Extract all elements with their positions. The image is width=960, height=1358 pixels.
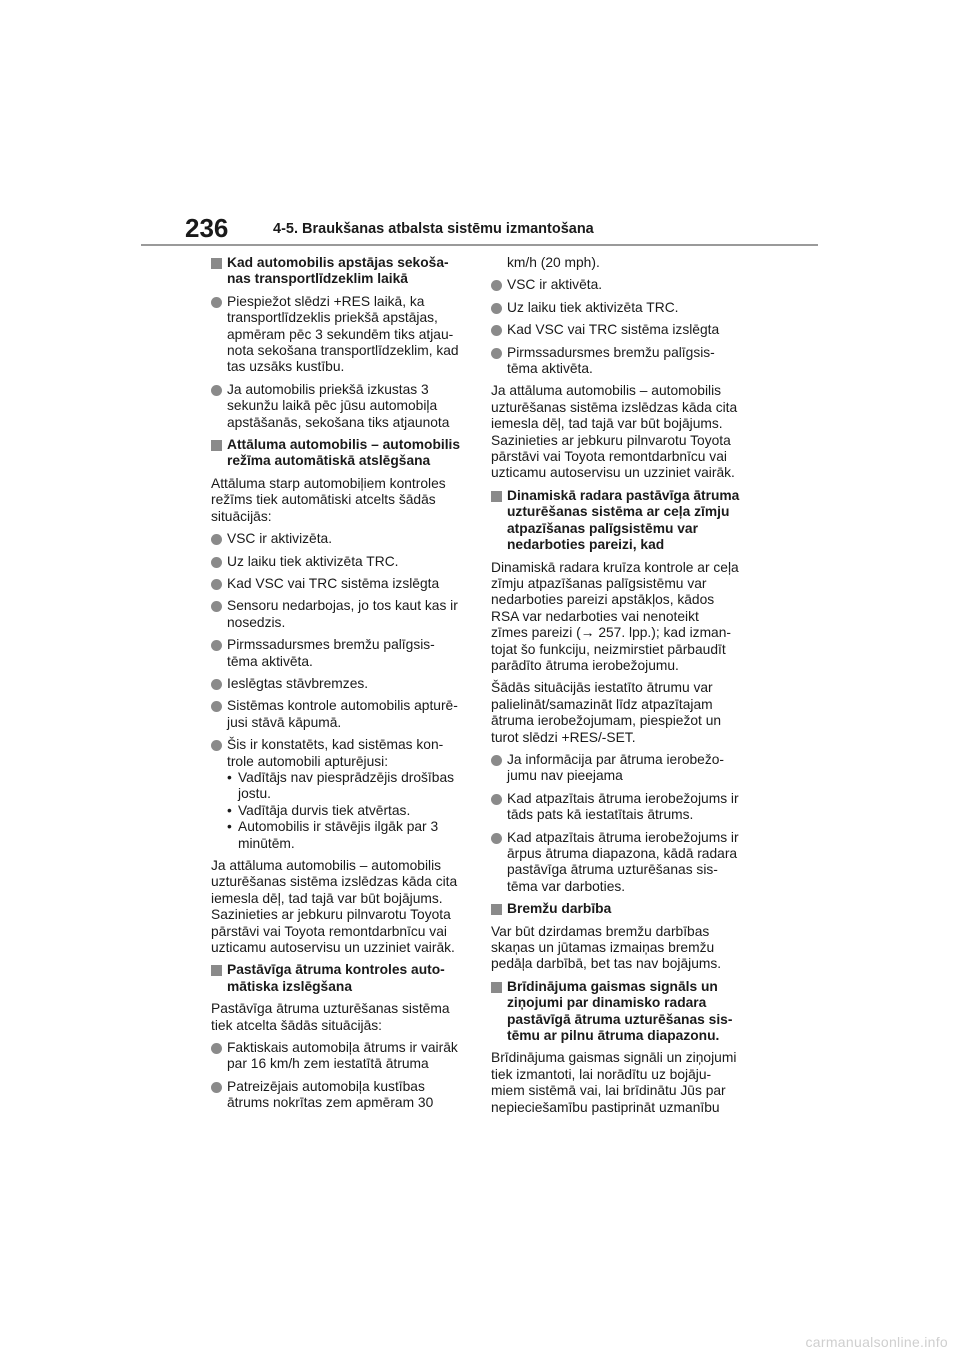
- sub-bullet-dot: •: [227, 819, 232, 835]
- round-bullet-icon: [211, 579, 222, 590]
- text-line: Kad VSC vai TRC sistēma izslēgta: [507, 322, 720, 338]
- text-line: režīms tiek automātiski atcelts šādās: [211, 492, 436, 508]
- text-line: ziņojumi par dinamisko radara: [507, 995, 707, 1011]
- sub-bullet-item: [211, 803, 469, 819]
- paragraph: [491, 924, 749, 973]
- text-line: par 16 km/h zem iestatītā ātruma: [227, 1056, 429, 1072]
- text-line: Vadītājs nav piesprādzējis drošības: [238, 769, 455, 785]
- bullet-item: [211, 294, 469, 376]
- text-line: jusi stāvā kāpumā.: [227, 714, 342, 730]
- text-line: apmēram pēc 3 sekundēm tiks atjau-: [227, 326, 454, 342]
- text-line: nota sekošana transportlīdzeklim, kad: [227, 343, 459, 359]
- text-line: Pirmssadursmes bremžu palīgsis-: [507, 344, 715, 360]
- square-bullet-icon: [491, 491, 502, 502]
- text-line: tēmu ar pilnu ātruma diapazonu.: [507, 1028, 720, 1044]
- text-line: Sistēmas kontrole automobilis apturē-: [227, 698, 458, 714]
- text-line: tiek atcelta šādās situācijās:: [211, 1017, 383, 1033]
- paragraph: [211, 858, 469, 956]
- square-bullet-icon: [491, 904, 502, 915]
- round-bullet-icon: [211, 385, 222, 396]
- text-line: ātruma ierobežojumam, piespiežot un: [491, 713, 722, 729]
- watermark: carmanualsonline.info: [805, 1334, 948, 1350]
- sub-bullet-dot: •: [227, 769, 232, 785]
- text-line: iemesla dēļ, tad tajā var būt bojājums.: [211, 890, 443, 906]
- text-line: trole automobili apturējusi:: [227, 753, 389, 769]
- text-line: zīmju atpazīšanas palīgsistēmu var: [491, 575, 707, 591]
- text-line: Attāluma automobilis – automobilis: [227, 437, 461, 453]
- text-line: RSA var nedarboties vai nenoteikt: [491, 608, 699, 624]
- text-line: nas transportlīdzeklim laikā: [227, 271, 408, 287]
- text-line: nepieciešamību pastiprināt uzmanību: [491, 1099, 720, 1115]
- text-line: pārstāvi vai Toyota remontdarbnīcu vai: [211, 923, 447, 939]
- section-heading: [491, 901, 749, 917]
- text-line: transportlīdzeklis priekšā apstājas,: [227, 310, 438, 326]
- bullet-item: [491, 322, 749, 338]
- section-heading: [491, 979, 749, 1045]
- text-line: Uz laiku tiek aktivizēta TRC.: [227, 553, 399, 569]
- round-bullet-icon: [491, 325, 502, 336]
- bullet-item: [211, 676, 469, 692]
- text-line: Sazinieties ar jebkuru pilnvarotu Toyota: [211, 907, 451, 923]
- text-line: tēma aktivēta.: [227, 653, 313, 669]
- text-line: pastāvīgā ātruma uzturēšanas sis-: [507, 1011, 733, 1027]
- bullet-item: [211, 637, 469, 670]
- text-line: skaņas un jūtamas izmaiņas bremžu: [491, 940, 715, 956]
- bullet-item: [211, 698, 469, 731]
- sub-bullet-item: [211, 819, 469, 852]
- round-bullet-icon: [491, 794, 502, 805]
- text-line: pastāvīga ātruma uzturēšanas sis-: [507, 862, 718, 878]
- text-line: Ja attāluma automobilis – automobilis: [211, 858, 442, 873]
- text-line: Brīdinājuma gaismas signāli un ziņojumi: [491, 1050, 737, 1066]
- square-bullet-icon: [491, 982, 502, 993]
- paragraph: [211, 476, 469, 525]
- text-line: Bremžu darbība: [507, 901, 612, 917]
- bullet-item: [211, 737, 469, 770]
- text-line: iemesla dēļ, tad tajā var būt bojājums.: [491, 416, 723, 432]
- header-divider: [141, 244, 818, 246]
- bullet-item: [491, 830, 749, 896]
- bullet-item: [491, 791, 749, 824]
- bullet-item: [211, 1079, 469, 1112]
- round-bullet-icon: [211, 679, 222, 690]
- text-line: uzturēšanas sistēma izslēdzas kāda cita: [211, 874, 458, 890]
- text-line: miem sistēmā vai, lai brīdinātu Jūs par: [491, 1083, 726, 1099]
- round-bullet-icon: [491, 303, 502, 314]
- text-line: Vadītāja durvis tiek atvērtas.: [238, 802, 411, 818]
- section-heading: [491, 488, 749, 554]
- text-line: jostu.: [238, 786, 271, 802]
- round-bullet-icon: [491, 755, 502, 766]
- bullet-item: [211, 576, 469, 592]
- text-line: VSC ir aktivizēta.: [227, 531, 333, 547]
- text-line: pedāļa darbībā, bet tas nav bojājums.: [491, 956, 722, 972]
- text-line: nosedzis.: [227, 614, 286, 630]
- text-line: uzticamu autoservisu un uzziniet vairāk.: [211, 940, 455, 956]
- text-line: Var būt dzirdamas bremžu darbības: [491, 923, 710, 939]
- text-line: tāds pats kā iestatītais ātrums.: [507, 807, 694, 823]
- text-line: apstāšanās, sekošana tiks atjaunota: [227, 414, 450, 430]
- round-bullet-icon: [211, 701, 222, 712]
- text-line: Automobilis ir stāvējis ilgāk par 3: [238, 819, 439, 835]
- page-number: 236: [185, 213, 229, 243]
- text-line: sekunžu laikā pēc jūsu automobiļa: [227, 398, 438, 414]
- text-line: Pastāvīga ātruma kontroles auto-: [227, 962, 445, 978]
- text-line: Faktiskais automobiļa ātrums ir vairāk: [227, 1040, 458, 1056]
- text-line: Ja automobilis priekšā izkustas 3: [227, 381, 429, 397]
- section-heading: [211, 437, 469, 470]
- text-line: uzturēšanas sistēma izslēdzas kāda cita: [491, 399, 738, 415]
- square-bullet-icon: [211, 965, 222, 976]
- text-line: minūtēm.: [238, 835, 295, 851]
- square-bullet-icon: [211, 440, 222, 451]
- section-heading: [211, 962, 469, 995]
- bullet-item: [491, 300, 749, 316]
- sub-bullet-item: [211, 770, 469, 803]
- round-bullet-icon: [491, 280, 502, 291]
- text-line: Ja attāluma automobilis – automobilis: [491, 383, 722, 399]
- left-column: [211, 255, 469, 1118]
- text-line: Piespiežot slēdzi +RES laikā, ka: [227, 293, 425, 309]
- bullet-item: [491, 345, 749, 378]
- text-line: tēma aktivēta.: [507, 361, 593, 377]
- text-line: nedarboties pareizi apstākļos, kādos: [491, 592, 715, 608]
- page-header: [185, 212, 825, 248]
- round-bullet-icon: [211, 601, 222, 612]
- paragraph: [491, 383, 749, 481]
- bullet-item: [211, 554, 469, 570]
- square-bullet-icon: [211, 258, 222, 269]
- bullet-item: [211, 531, 469, 547]
- text-line: tiek izmantoti, lai norādītu uz bojāju-: [491, 1066, 712, 1082]
- right-column: [491, 255, 749, 1122]
- text-line: Sazinieties ar jebkuru pilnvarotu Toyota: [491, 432, 731, 448]
- bullet-item: [491, 277, 749, 293]
- paragraph: [211, 1001, 469, 1034]
- bullet-item: [211, 382, 469, 431]
- bullet-item: [491, 752, 749, 785]
- round-bullet-icon: [211, 1082, 222, 1093]
- sub-bullet-dot: •: [227, 802, 232, 818]
- text-line: tēma var darboties.: [507, 878, 626, 894]
- text-line: palielināt/samazināt līdz atpazītajam: [491, 696, 713, 712]
- text-line: uzticamu autoservisu un uzziniet vairāk.: [491, 465, 735, 481]
- text-line: Patreizējais automobiļa kustības: [227, 1078, 425, 1094]
- text-line: mātiska izslēgšana: [227, 978, 353, 994]
- round-bullet-icon: [491, 833, 502, 844]
- text-line: parādīto ātruma ierobežojumu.: [491, 657, 679, 673]
- paragraph: [491, 680, 749, 746]
- text-line: Attāluma starp automobiļiem kontroles: [211, 475, 446, 491]
- text-line: Pastāvīga ātruma uzturēšanas sistēma: [211, 1001, 450, 1017]
- text-line: zīmes pareizi (→ 257. lpp.); kad izman-: [491, 625, 731, 641]
- text-line: Dinamiskā radara kruīza kontrole ar ceļa: [491, 559, 739, 575]
- text-line: Brīdinājuma gaismas signāls un: [507, 978, 718, 994]
- text-line: tojat šo funkciju, neizmirstiet pārbaudīt: [491, 641, 726, 657]
- round-bullet-icon: [211, 534, 222, 545]
- round-bullet-icon: [211, 557, 222, 568]
- text-line: Ieslēgtas stāvbremzes.: [227, 675, 369, 691]
- section-heading: [211, 255, 469, 288]
- text-line: turot slēdzi +RES/-SET.: [491, 729, 636, 745]
- bullet-item: [211, 598, 469, 631]
- text-line: Šādās situācijās iestatīto ātrumu var: [491, 680, 713, 696]
- text-line: Šis ir konstatēts, kad sistēmas kon-: [227, 737, 444, 753]
- text-line: Uz laiku tiek aktivizēta TRC.: [507, 299, 679, 315]
- round-bullet-icon: [211, 640, 222, 651]
- text-line: situācijās:: [211, 508, 272, 524]
- text-line: pārstāvi vai Toyota remontdarbnīcu vai: [491, 449, 727, 465]
- bullet-continuation: [491, 255, 749, 271]
- chapter-title: 4-5. Braukšanas atbalsta sistēmu izmantošana: [273, 221, 594, 237]
- text-line: Pirmssadursmes bremžu palīgsis-: [227, 637, 435, 653]
- text-line: Kad VSC vai TRC sistēma izslēgta: [227, 575, 440, 591]
- text-line: Ja informācija par ātruma ierobežo-: [507, 751, 725, 767]
- text-line: VSC ir aktivēta.: [507, 277, 603, 293]
- text-line: jumu nav pieejama: [507, 768, 623, 784]
- text-line: nedarboties pareizi, kad: [507, 537, 665, 553]
- text-line: ātrums nokrītas zem apmēram 30: [227, 1095, 434, 1111]
- text-line: ārpus ātruma diapazona, kādā radara: [507, 846, 738, 861]
- text-line: Kad atpazītais ātruma ierobežojums ir: [507, 829, 739, 845]
- bullet-item: [211, 1040, 469, 1073]
- bullet-with-sublist: [211, 737, 469, 852]
- round-bullet-icon: [211, 740, 222, 751]
- round-bullet-icon: [491, 348, 502, 359]
- round-bullet-icon: [211, 1043, 222, 1054]
- text-line: tas uzsāks kustību.: [227, 359, 345, 375]
- text-line: km/h (20 mph).: [507, 255, 600, 270]
- paragraph: [491, 1050, 749, 1116]
- text-line: Dinamiskā radara pastāvīga ātruma: [507, 487, 740, 503]
- text-line: režīma automātiskā atslēgšana: [227, 453, 431, 469]
- round-bullet-icon: [211, 297, 222, 308]
- text-line: uzturēšanas sistēma ar ceļa zīmju: [507, 504, 730, 520]
- paragraph: [491, 560, 749, 675]
- text-line: Kad atpazītais ātruma ierobežojums ir: [507, 790, 739, 806]
- text-line: Kad automobilis apstājas sekoša-: [227, 255, 449, 270]
- text-line: Sensoru nedarbojas, jo tos kaut kas ir: [227, 598, 458, 614]
- text-line: atpazīšanas palīgsistēmu var: [507, 520, 698, 536]
